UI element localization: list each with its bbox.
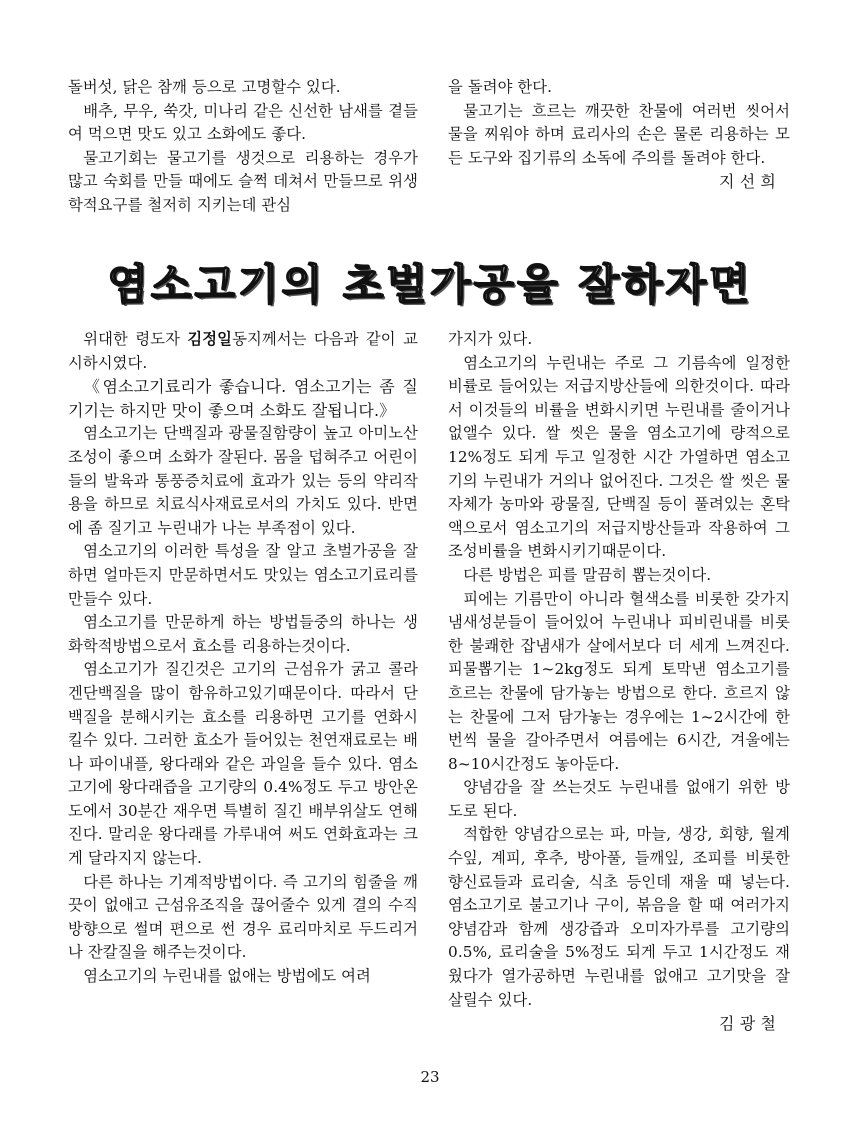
article-right-paragraph-6: 적합한 양념감으로는 파, 마늘, 생강, 회향, 월계수잎, 계피, 후추, 방아풀, 들깨잎, 조피를 비롯한 향신료들과 료리술, 식초 등인데 재울 때 넣는다. 염소고기로 불고기나 구이, 볶음을 할 때 여러가지 양념감과 함께 생강즙과 오미자가루를 고기량의 0.5%, 료리술을 5%정도 되게 두고 1시간정도 재웠다가 열가공하면 누린내를 없애고 고기맛을 잘 살릴수 있다. [448, 825, 790, 1009]
article-title: 염소고기의 초벌가공을 잘하자면 [107, 260, 753, 309]
article-left-paragraph-5: 다른 하나는 기계적방법이다. 즉 고기의 힘줄을 깨끗이 없애고 근섬유조직을 끊어줄수 있게 결의 수직방향으로 썰며 편으로 썬 경우 료리마치로 두드리거나 잔칼질을 해주는것이다. [68, 872, 418, 962]
article-right-paragraph-5: 양념감을 잘 쓰는것도 누린내를 없애기 위한 방도로 된다. [448, 778, 790, 820]
article-author: 김 광 철 [718, 1014, 776, 1034]
top-left-paragraph-3: 물고기회는 물고기를 생것으로 리용하는 경우가 많고 숙회를 만들 때에도 슬쩍 데쳐서 만들므로 위생학적요구를 철저히 지키는데 관심 [68, 148, 418, 214]
leader-name: 김정일 [187, 330, 233, 348]
top-left-paragraph-1: 돌버섯, 닭은 참깨 등으로 고명할수 있다. [68, 78, 341, 96]
page-number: 23 [420, 1068, 440, 1086]
article-left-paragraph-4: 염소고기가 질긴것은 고기의 근섬유가 굵고 콜라겐단백질을 많이 함유하고있기때문이다. 따라서 단백질을 분해시키는 효소를 리용하면 고기를 연화시킬수 있다. 그러한 효소가 들어있는 천연재료로는 배나 파이내플, 왕다래와 같은 과일을 들수 있다. 염소고기에 왕다래즙을 고기량의 0.4%정도 두고 방안온도에서 30분간 재우면 특별히 질긴 배부위살도 연해진다. 말리운 왕다래를 가루내여 써도 연화효과는 크게 달라지지 않는다. [68, 660, 418, 868]
top-right-paragraph-2: 물고기는 흐르는 깨끗한 찬물에 여러번 씻어서 물을 찌워야 하며 료리사의 손은 물론 리용하는 모든 도구와 집기류의 소독에 주의를 돌려야 한다. [448, 101, 790, 167]
intro-before-name: 위대한 령도자 [83, 330, 188, 348]
article-right-column [448, 328, 790, 1036]
article-left-paragraph-6: 염소고기의 누린내를 없애는 방법에도 여려 [83, 967, 371, 986]
top-right-column [448, 76, 790, 194]
top-left-paragraph-2: 배추, 무우, 쑥갓, 미나리 같은 신선한 남새를 곁들여 먹으면 맛도 있고 소화에도 좋다. [68, 101, 418, 144]
article-right-paragraph-3: 다른 방법은 피를 말끔히 뽑는것이다. [463, 565, 712, 584]
article-right-paragraph-1: 가지가 있다. [448, 330, 533, 348]
top-article-author: 지 선 희 [718, 172, 776, 192]
top-left-column [68, 76, 418, 218]
intro-after-name: 동지께서는 다음과 같이 교시하시였다. [68, 330, 418, 372]
article-left-paragraph-3: 염소고기를 만문하게 하는 방법들중의 하나는 생화학적방법으로서 효소를 리용하는것이다. [68, 613, 418, 655]
article-left-paragraph-1: 염소고기는 단백질과 광물질함량이 높고 아미노산조성이 좋으며 소화가 잘된다. 몸을 덥혀주고 어린이들의 발육과 통풍증치료에 효과가 있는 등의 약리작용을 하므로 치료식사재료로서의 가치도 있다. 반면에 좀 질기고 누린내가 나는 부족점이 있다. [68, 424, 418, 537]
article-left-column [68, 328, 418, 989]
article-left-paragraph-2: 염소고기의 이러한 특성을 잘 알고 초벌가공을 잘하면 얼마든지 만문하면서도 맛있는 염소고기료리를 만들수 있다. [68, 542, 418, 608]
article-right-paragraph-2: 염소고기의 누린내는 주로 그 기름속에 일정한 비률로 들어있는 저급지방산들에 의한것이다. 따라서 이것들의 비률을 변화시키면 누린내를 줄이거나 없앨수 있다. 쌀 씻은 물을 염소고기에 량적으로 12%정도 되게 두고 일정한 시간 가열하면 염소고기의 누린내가 거의나 없어진다. 그것은 쌀 씻은 물 자체가 농마와 광물질, 단백질 등이 풀려있는 혼탁액으로서 염소고기의 저급지방산들과 작용하여 그 조성비률을 변화시키기때문이다. [448, 353, 790, 561]
top-right-paragraph-1: 을 돌려야 한다. [448, 78, 553, 96]
article-right-paragraph-4: 피에는 기름만이 아니라 혈색소를 비롯한 갖가지 냄새성분들이 들어있어 누린내나 피비린내를 비롯한 불쾌한 잡냄새가 살에서보다 더 세게 느껴진다. 피물뽑기는 1~2kg정도 되게 토막낸 염소고기를 흐르는 찬물에 담가놓는 방법으로 한다. 흐르지 않는 찬물에 그저 담가놓는 경우에는 1~2시간에 한번씩 물을 갈아주면서 여름에는 6시간, 겨울에는 8~10시간정도 놓아둔다. [448, 589, 790, 773]
article-quote: 《염소고기료리가 좋습니다. 염소고기는 좀 질기기는 하지만 맛이 좋으며 소화도 잘됩니다.》 [68, 377, 418, 420]
article-intro [68, 328, 418, 375]
